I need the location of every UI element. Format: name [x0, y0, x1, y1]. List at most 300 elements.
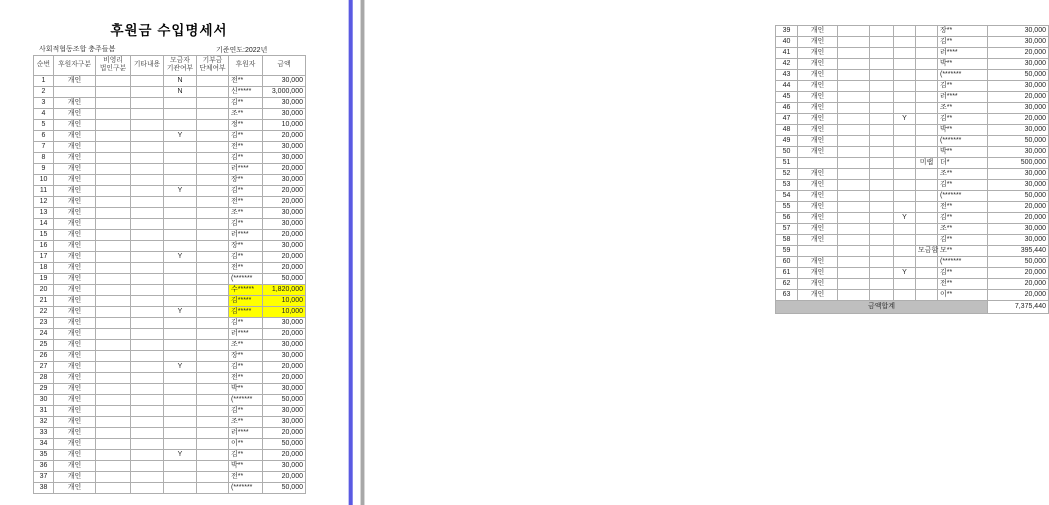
etc-cell	[131, 405, 164, 416]
amount-cell: 50,000	[263, 273, 306, 284]
donor-name-cell: 조**	[229, 416, 263, 427]
etc-cell	[131, 284, 164, 295]
amount-cell: 20,000	[263, 372, 306, 383]
donor-type-cell: 개인	[54, 75, 96, 86]
nonprofit-cell	[96, 317, 131, 328]
amount-cell: 20,000	[263, 449, 306, 460]
amount-cell: 10,000	[263, 295, 306, 306]
table-row	[776, 81, 1049, 92]
donor-type-cell: 개인	[798, 92, 838, 103]
fundraiser-flag-cell: Y	[894, 114, 916, 125]
etc-cell	[870, 180, 894, 191]
donor-name-cell: 김**	[229, 218, 263, 229]
etc-cell	[131, 119, 164, 130]
fundraiser-flag-cell	[894, 125, 916, 136]
donor-name-cell: 정**	[229, 119, 263, 130]
table-row	[776, 26, 1049, 37]
table-row	[776, 125, 1049, 136]
table-row	[776, 180, 1049, 191]
donor-type-cell: 개인	[798, 125, 838, 136]
subtitle-row	[33, 43, 305, 54]
etc-cell	[870, 37, 894, 48]
fundraiser-flag-cell	[894, 48, 916, 59]
etc-cell	[870, 213, 894, 224]
etc-cell	[131, 97, 164, 108]
table-row	[34, 229, 306, 240]
amount-cell: 20,000	[263, 262, 306, 273]
fundraiser-flag-cell	[894, 103, 916, 114]
donation-org-flag-cell	[197, 438, 229, 449]
amount-cell: 30,000	[988, 147, 1049, 158]
donor-type-cell: 개인	[54, 207, 96, 218]
etc-cell	[870, 92, 894, 103]
donation-org-flag-cell	[916, 70, 938, 81]
donation-org-flag-cell	[197, 482, 229, 493]
nonprofit-cell	[96, 262, 131, 273]
row-no: 47	[776, 114, 798, 125]
fundraiser-flag-cell	[894, 147, 916, 158]
donation-org-flag-cell	[916, 268, 938, 279]
etc-cell	[131, 350, 164, 361]
donation-org-flag-cell	[197, 108, 229, 119]
amount-cell: 30,000	[988, 26, 1049, 37]
etc-cell	[870, 246, 894, 257]
row-no: 16	[34, 240, 54, 251]
table-row	[34, 350, 306, 361]
donor-name-cell: 김**	[229, 449, 263, 460]
fundraiser-flag-cell: Y	[164, 306, 197, 317]
page-title: 후원금 수입명세서	[110, 23, 228, 38]
fundraiser-flag-cell	[164, 416, 197, 427]
table-row	[34, 405, 306, 416]
fundraiser-flag-cell	[894, 202, 916, 213]
table-row	[776, 59, 1049, 70]
nonprofit-cell	[96, 383, 131, 394]
donation-org-flag-cell	[197, 218, 229, 229]
row-no: 32	[34, 416, 54, 427]
donation-org-flag-cell	[197, 361, 229, 372]
row-no: 53	[776, 180, 798, 191]
amount-cell: 20,000	[263, 196, 306, 207]
row-no: 10	[34, 174, 54, 185]
donor-name-cell: 장**	[229, 240, 263, 251]
fundraiser-flag-cell	[894, 158, 916, 169]
row-no: 13	[34, 207, 54, 218]
row-no: 12	[34, 196, 54, 207]
row-no: 46	[776, 103, 798, 114]
amount-cell: 10,000	[263, 119, 306, 130]
donor-type-cell: 개인	[54, 482, 96, 493]
donor-type-cell: 개인	[54, 372, 96, 383]
etc-cell	[131, 86, 164, 97]
amount-cell: 30,000	[263, 174, 306, 185]
amount-cell: 30,000	[263, 405, 306, 416]
fundraiser-flag-cell	[894, 279, 916, 290]
fundraiser-flag-cell	[894, 257, 916, 268]
amount-cell: 50,000	[263, 482, 306, 493]
donation-org-flag-cell	[916, 290, 938, 301]
row-no: 35	[34, 449, 54, 460]
donor-type-cell: 개인	[54, 284, 96, 295]
donation-org-flag-cell	[197, 394, 229, 405]
donation-org-flag-cell	[197, 284, 229, 295]
table-row	[34, 108, 306, 119]
row-no: 56	[776, 213, 798, 224]
amount-cell: 30,000	[263, 339, 306, 350]
table-row	[34, 163, 306, 174]
amount-cell: 20,000	[263, 185, 306, 196]
etc-cell	[870, 158, 894, 169]
etc-cell	[870, 279, 894, 290]
row-no: 45	[776, 92, 798, 103]
nonprofit-cell	[838, 235, 870, 246]
nonprofit-cell	[838, 136, 870, 147]
nonprofit-cell	[96, 240, 131, 251]
donor-name-cell: 이**	[938, 290, 988, 301]
row-no: 23	[34, 317, 54, 328]
fundraiser-flag-cell	[164, 427, 197, 438]
nonprofit-cell	[838, 48, 870, 59]
amount-cell: 10,000	[263, 306, 306, 317]
amount-cell: 20,000	[263, 229, 306, 240]
amount-cell: 1,820,000	[263, 284, 306, 295]
donor-name-cell: 김**	[229, 317, 263, 328]
donor-type-cell: 개인	[798, 37, 838, 48]
table-row	[776, 246, 1049, 257]
amount-cell: 395,440	[988, 246, 1049, 257]
donation-org-flag-cell	[916, 81, 938, 92]
donor-name-cell: 김**	[938, 213, 988, 224]
donor-type-cell: 개인	[54, 438, 96, 449]
nonprofit-cell	[96, 416, 131, 427]
nonprofit-cell	[96, 328, 131, 339]
donation-org-flag-cell	[916, 37, 938, 48]
nonprofit-cell	[96, 185, 131, 196]
fundraiser-flag-cell	[894, 246, 916, 257]
donor-type-cell: 개인	[54, 394, 96, 405]
table-row	[34, 328, 306, 339]
amount-cell: 30,000	[988, 235, 1049, 246]
donor-name-cell: 김**	[938, 180, 988, 191]
amount-cell: 30,000	[988, 59, 1049, 70]
donation-org-flag-cell	[916, 279, 938, 290]
fundraiser-flag-cell	[164, 405, 197, 416]
donor-type-cell: 개인	[798, 59, 838, 70]
fundraiser-flag-cell	[894, 26, 916, 37]
etc-cell	[870, 147, 894, 158]
donor-type-cell: 개인	[54, 108, 96, 119]
nonprofit-cell	[96, 273, 131, 284]
amount-cell: 500,000	[988, 158, 1049, 169]
row-no: 36	[34, 460, 54, 471]
fundraiser-flag-cell	[164, 284, 197, 295]
fundraiser-flag-cell	[164, 229, 197, 240]
nonprofit-cell	[838, 26, 870, 37]
donor-name-cell: 김**	[938, 235, 988, 246]
donor-type-cell: 개인	[54, 416, 96, 427]
row-no: 14	[34, 218, 54, 229]
table-row	[776, 279, 1049, 290]
donor-type-cell: 개인	[54, 196, 96, 207]
donor-name-cell: 박**	[938, 59, 988, 70]
etc-cell	[131, 130, 164, 141]
amount-cell: 50,000	[263, 438, 306, 449]
amount-cell: 20,000	[263, 427, 306, 438]
fundraiser-flag-cell	[164, 328, 197, 339]
nonprofit-cell	[838, 103, 870, 114]
table-row	[34, 482, 306, 493]
nonprofit-cell	[96, 284, 131, 295]
nonprofit-cell	[96, 207, 131, 218]
donor-name-cell: 러****	[229, 229, 263, 240]
row-no: 21	[34, 295, 54, 306]
amount-cell: 30,000	[263, 97, 306, 108]
donor-name-cell: 김**	[938, 81, 988, 92]
fundraiser-flag-cell	[164, 108, 197, 119]
fundraiser-flag-cell	[164, 174, 197, 185]
donor-name-cell: 김**	[229, 405, 263, 416]
fundraiser-flag-cell: Y	[164, 130, 197, 141]
donor-name-cell: 장**	[229, 350, 263, 361]
col-header-amount: 금액	[263, 56, 306, 76]
nonprofit-cell	[838, 92, 870, 103]
fundraiser-flag-cell	[164, 317, 197, 328]
fundraiser-flag-cell	[164, 262, 197, 273]
etc-cell	[870, 257, 894, 268]
donor-type-cell: 개인	[54, 141, 96, 152]
donor-type-cell: 개인	[798, 48, 838, 59]
col-header-donation-org: 기부금 단체여부	[197, 56, 229, 76]
nonprofit-cell	[838, 125, 870, 136]
row-no: 18	[34, 262, 54, 273]
amount-cell: 50,000	[988, 70, 1049, 81]
row-no: 43	[776, 70, 798, 81]
fundraiser-flag-cell	[894, 37, 916, 48]
fundraiser-flag-cell	[894, 235, 916, 246]
amount-cell: 20,000	[263, 130, 306, 141]
row-no: 34	[34, 438, 54, 449]
donor-type-cell: 개인	[798, 191, 838, 202]
row-no: 28	[34, 372, 54, 383]
row-no: 3	[34, 97, 54, 108]
etc-cell	[131, 317, 164, 328]
fundraiser-flag-cell	[894, 224, 916, 235]
donor-type-cell: 개인	[798, 26, 838, 37]
nonprofit-cell	[96, 438, 131, 449]
fundraiser-flag-cell	[164, 218, 197, 229]
fundraiser-flag-cell: Y	[164, 251, 197, 262]
donation-org-flag-cell	[197, 97, 229, 108]
row-no: 41	[776, 48, 798, 59]
donation-org-flag-cell	[916, 169, 938, 180]
donor-type-cell: 개인	[798, 202, 838, 213]
etc-cell	[870, 81, 894, 92]
nonprofit-cell	[838, 279, 870, 290]
donation-org-flag-cell	[916, 147, 938, 158]
table-row	[34, 97, 306, 108]
donor-type-cell: 개인	[54, 185, 96, 196]
etc-cell	[131, 108, 164, 119]
donor-name-cell: 조**	[938, 103, 988, 114]
donor-name-cell: 전**	[229, 262, 263, 273]
etc-cell	[131, 394, 164, 405]
row-no: 8	[34, 152, 54, 163]
donation-org-flag-cell	[197, 306, 229, 317]
nonprofit-cell	[96, 372, 131, 383]
donor-name-cell: 수******	[229, 284, 263, 295]
etc-cell	[870, 268, 894, 279]
donation-org-flag-cell	[916, 202, 938, 213]
table-row	[34, 130, 306, 141]
table-row	[776, 213, 1049, 224]
fundraiser-flag-cell	[164, 460, 197, 471]
etc-cell	[131, 262, 164, 273]
report-page-2	[365, 0, 1046, 505]
nonprofit-cell	[96, 295, 131, 306]
row-no: 39	[776, 26, 798, 37]
nonprofit-cell	[96, 196, 131, 207]
etc-cell	[870, 70, 894, 81]
row-no: 42	[776, 59, 798, 70]
donor-type-cell: 개인	[798, 70, 838, 81]
fundraiser-flag-cell	[894, 191, 916, 202]
etc-cell	[870, 169, 894, 180]
nonprofit-cell	[838, 224, 870, 235]
donor-type-cell	[798, 158, 838, 169]
table-row	[776, 136, 1049, 147]
fundraiser-flag-cell	[164, 295, 197, 306]
row-no: 17	[34, 251, 54, 262]
row-no: 25	[34, 339, 54, 350]
etc-cell	[131, 141, 164, 152]
nonprofit-cell	[96, 174, 131, 185]
donation-org-flag-cell	[916, 125, 938, 136]
fundraiser-flag-cell	[164, 163, 197, 174]
etc-cell	[131, 482, 164, 493]
donor-type-cell: 개인	[54, 97, 96, 108]
donor-type-cell: 개인	[798, 268, 838, 279]
donation-org-flag-cell	[197, 427, 229, 438]
header-row	[34, 56, 306, 76]
etc-cell	[131, 427, 164, 438]
fundraiser-flag-cell	[894, 59, 916, 70]
fundraiser-flag-cell	[164, 471, 197, 482]
table-row	[34, 361, 306, 372]
donation-org-flag-cell	[197, 295, 229, 306]
nonprofit-cell	[96, 482, 131, 493]
amount-cell: 20,000	[263, 251, 306, 262]
row-no: 50	[776, 147, 798, 158]
donation-org-flag-cell	[197, 130, 229, 141]
row-no: 55	[776, 202, 798, 213]
fundraiser-flag-cell	[164, 339, 197, 350]
table-row	[34, 240, 306, 251]
donor-type-cell: 개인	[54, 119, 96, 130]
etc-cell	[870, 136, 894, 147]
table-row	[776, 169, 1049, 180]
donor-type-cell: 개인	[54, 383, 96, 394]
table-row	[34, 295, 306, 306]
nonprofit-cell	[838, 180, 870, 191]
amount-cell: 30,000	[263, 75, 306, 86]
fundraiser-flag-cell	[164, 383, 197, 394]
donation-org-flag-cell	[197, 350, 229, 361]
amount-cell: 30,000	[263, 218, 306, 229]
nonprofit-cell	[838, 70, 870, 81]
donor-name-cell: (*******	[229, 273, 263, 284]
donation-org-flag-cell	[197, 174, 229, 185]
etc-cell	[131, 328, 164, 339]
donation-org-flag-cell	[916, 257, 938, 268]
table-row	[34, 427, 306, 438]
col-header-nonprofit: 비영리 법인구분	[96, 56, 131, 76]
fundraiser-flag-cell	[894, 169, 916, 180]
etc-cell	[870, 235, 894, 246]
etc-cell	[131, 229, 164, 240]
donor-name-cell: (*******	[229, 482, 263, 493]
donation-org-flag-cell	[197, 75, 229, 86]
fundraiser-flag-cell	[164, 438, 197, 449]
donor-name-cell: 전**	[229, 196, 263, 207]
donor-type-cell: 개인	[54, 427, 96, 438]
nonprofit-cell	[838, 59, 870, 70]
donation-org-flag-cell	[916, 213, 938, 224]
donor-type-cell: 개인	[54, 163, 96, 174]
donor-type-cell: 개인	[798, 169, 838, 180]
donor-type-cell: 개인	[54, 273, 96, 284]
table-row	[34, 438, 306, 449]
fundraiser-flag-cell	[894, 180, 916, 191]
etc-cell	[870, 191, 894, 202]
amount-cell: 20,000	[988, 48, 1049, 59]
table-row	[34, 185, 306, 196]
nonprofit-cell	[96, 449, 131, 460]
org-name: 사회적협동조합 충주들봄	[39, 44, 118, 56]
etc-cell	[131, 185, 164, 196]
table-row	[34, 218, 306, 229]
row-no: 57	[776, 224, 798, 235]
table-row	[34, 306, 306, 317]
row-no: 24	[34, 328, 54, 339]
row-no: 30	[34, 394, 54, 405]
fundraiser-flag-cell: N	[164, 86, 197, 97]
fundraiser-flag-cell	[894, 81, 916, 92]
etc-cell	[131, 273, 164, 284]
table-row	[34, 119, 306, 130]
amount-cell: 20,000	[263, 328, 306, 339]
col-header-fundraiser: 모금자 기관여부	[164, 56, 197, 76]
donor-type-cell: 개인	[798, 279, 838, 290]
amount-cell: 30,000	[263, 317, 306, 328]
table-row	[34, 449, 306, 460]
amount-cell: 30,000	[263, 207, 306, 218]
donation-org-flag-cell	[916, 103, 938, 114]
amount-cell: 20,000	[988, 290, 1049, 301]
row-no: 37	[34, 471, 54, 482]
donor-type-cell: 개인	[54, 339, 96, 350]
donor-name-cell: 모**	[938, 246, 988, 257]
amount-cell: 20,000	[263, 471, 306, 482]
donation-org-flag-cell	[197, 229, 229, 240]
table-row	[34, 394, 306, 405]
donor-type-cell	[54, 86, 96, 97]
donor-name-cell: 김**	[938, 37, 988, 48]
donation-org-flag-cell	[197, 86, 229, 97]
amount-cell: 50,000	[988, 257, 1049, 268]
donor-type-cell: 개인	[54, 361, 96, 372]
table-row	[34, 273, 306, 284]
table-row	[776, 224, 1049, 235]
